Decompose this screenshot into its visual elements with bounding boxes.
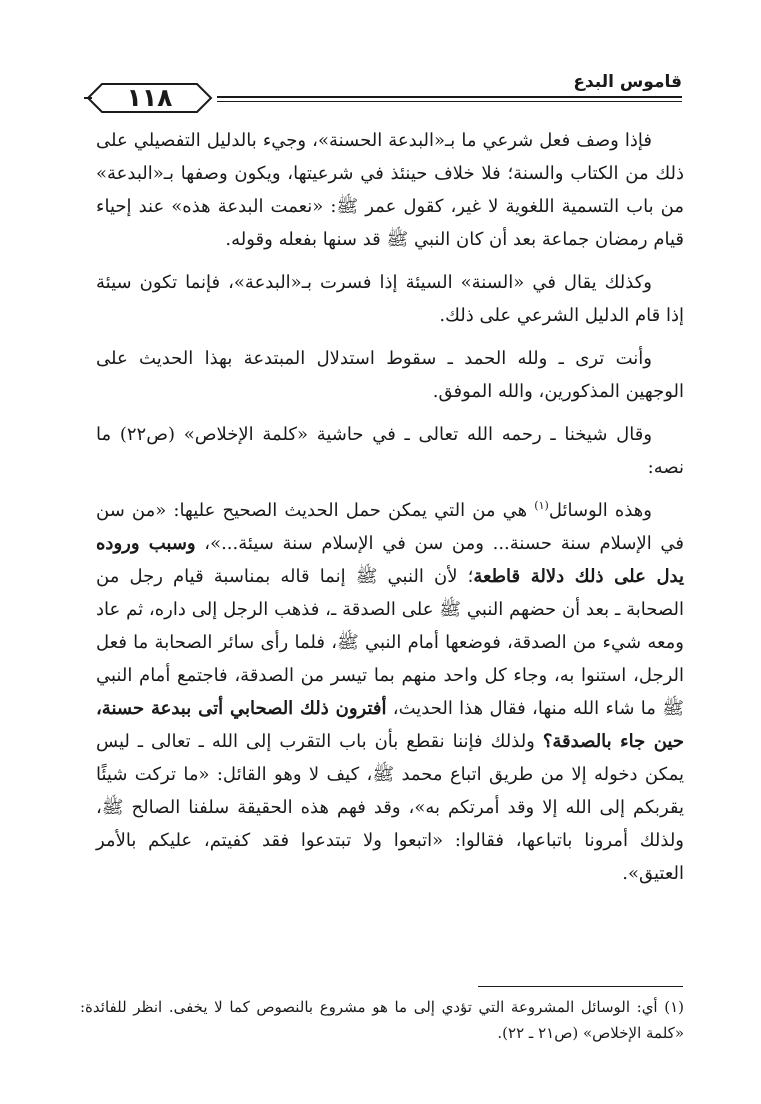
text-run: ؛ لأن النبي ﷺ إنما قاله بمناسبة قيام رجل من الصحابة ـ بعد أن حضهم النبي ﷺ على الصدقة ـ، فذهب الرجل إلى داره، ثم عاد ومعه شيء من الصدقة، فوضعها أمام النبي ﷺ، فلما رأى سائر الصحابة ما فعل الرجل، استنوا به، وجاء كل واحد منهم بما تيسر من الصدقة، فاجتمع أمام النبي ﷺ ما شاء الله منها، فقال هذا الحديث، bbox=[96, 566, 684, 719]
page-number-frame bbox=[82, 80, 217, 116]
footnote bbox=[80, 994, 684, 1046]
footnote-marker: (١) bbox=[534, 499, 549, 512]
text-run: ولذلك فإننا نقطع بأن باب التقرب إلى الله ـ تعالى ـ ليس يمكن دخوله إلا من طريق اتباع محمد ﷺ، كيف لا وهو القائل: «ما تركت شيئًا يقربكم إلى الله إلا وقد أمرتكم به»، وقد فهم هذه الحقيقة سلفنا الصالح ﷺ، ولذلك أمرونا باتباعها، فقالوا: «اتبعوا ولا تبتدعوا فقد كفيتم، عليكم بالأمر العتيق». bbox=[96, 731, 684, 884]
paragraph: فإذا وصف فعل شرعي ما بـ«البدعة الحسنة»، وجيء بالدليل التفصيلي على ذلك من الكتاب والسنة؛ فلا خلاف حينئذ في شرعيتها، ويكون وصفها بـ«البدعة» من باب التسمية اللغوية لا غير، كقول عمر ﷺ: «نعمت البدعة هذه» عند إحياء قيام رمضان جماعة بعد أن كان النبي ﷺ قد سنها بفعله وقوله. bbox=[96, 130, 684, 250]
quoted-paragraph bbox=[96, 494, 684, 890]
header-rule bbox=[217, 96, 682, 98]
running-title: قاموس البدع bbox=[573, 72, 682, 92]
bold-emphasis: وسبب وروده يدل على ذلك دلالة قاطعة bbox=[96, 533, 684, 587]
footnote-text: (١) أي: الوسائل المشروعة التي تؤدي إلى ما هو مشروع بالنصوص كما لا يخفى. انظر للفائدة: «كلمة الإخلاص» (ص٢١ ـ ٢٢). bbox=[80, 998, 684, 1042]
paragraph: وكذلك يقال في «السنة» السيئة إذا فسرت بـ«البدعة»، فإنما تكون سيئة إذا قام الدليل الشرعي على ذلك. bbox=[96, 272, 684, 326]
header-rule-thin bbox=[217, 101, 682, 102]
footnote-separator bbox=[478, 986, 683, 987]
text-run: وهذه الوسائل bbox=[548, 500, 652, 521]
page-number: ١١٨ bbox=[126, 83, 173, 112]
text-run: هي من التي يمكن حمل الحديث الصحيح عليها: «من سن في الإسلام سنة حسنة... ومن سن في الإسلام سنة سيئة...»، bbox=[96, 500, 685, 554]
paragraph: وقال شيخنا ـ رحمه الله تعالى ـ في حاشية «كلمة الإخلاص» (ص٢٢) ما نصه: bbox=[96, 424, 684, 478]
paragraph: وأنت ترى ـ ولله الحمد ـ سقوط استدلال المبتدعة بهذا الحديث على الوجهين المذكورين، والله الموفق. bbox=[96, 348, 684, 402]
page-header bbox=[82, 66, 682, 118]
body-text bbox=[96, 124, 684, 900]
bold-emphasis: أفترون ذلك الصحابي أتى ببدعة حسنة، حين جاء بالصدقة؟ bbox=[96, 698, 684, 752]
